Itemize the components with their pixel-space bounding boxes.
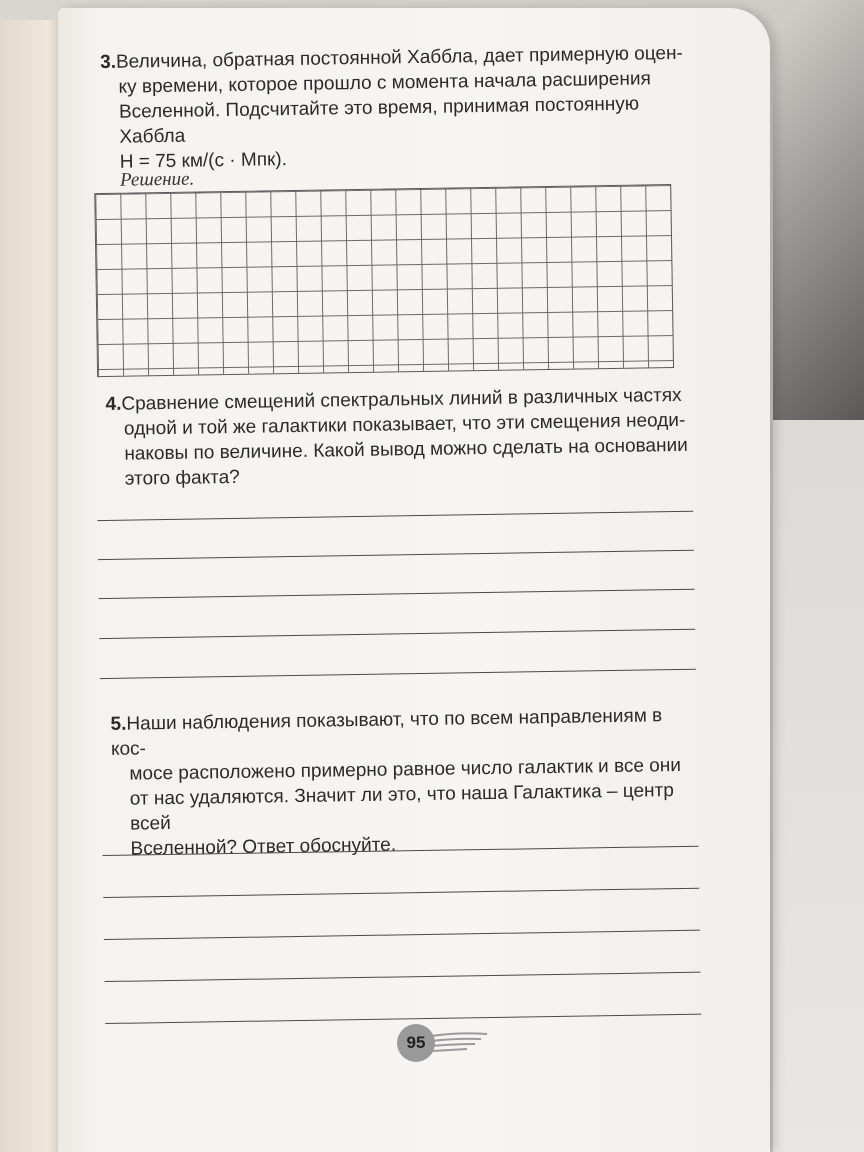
task-5-line-2: мосе расположено примерно равное число галактик и все они	[129, 754, 682, 785]
task-4	[105, 383, 694, 492]
task-3-line-2: ку времени, которое прошло с момента начала расширения	[118, 68, 651, 98]
task-3-number: 3.	[100, 51, 117, 73]
page-number-badge	[397, 1024, 435, 1062]
task-3	[100, 41, 690, 175]
task-5-number: 5.	[110, 713, 127, 735]
solution-label: Решение.	[119, 168, 195, 191]
task-5-line-3: от нас удаляются. Значит ли это, что наша Галактика – центр всей	[129, 780, 674, 835]
page-number: 95	[397, 1024, 435, 1062]
task-5-line-1: 5.Наши наблюдения показывают, что по всем направлениям в кос-	[110, 705, 663, 760]
task-4-line-3: наковы по величине. Какой вывод можно сделать на основании	[124, 434, 688, 465]
task-4-number: 4.	[105, 393, 122, 415]
task-3-line-3: Вселенной. Подсчитайте это время, принимая постоянную Хаббла	[118, 93, 640, 148]
task-5-line-4: Вселенной? Ответ обоснуйте.	[130, 834, 397, 860]
task-4-line-4: этого факта?	[124, 466, 240, 490]
task-5	[110, 703, 700, 862]
task-4-line-2: одной и той же галактики показывает, что эти смещения неоди-	[123, 409, 686, 440]
left-page-edge	[0, 20, 60, 1152]
task-3-line-4: H = 75 км/(с · Мпк).	[119, 149, 288, 173]
task-4-line-1: 4.Сравнение смещений спектральных линий в различных частях	[105, 384, 682, 415]
task-3-line-1: 3.Величина, обратная постоянной Хаббла, дает примерную оцен-	[100, 42, 683, 73]
solution-grid[interactable]	[94, 184, 674, 377]
swoosh-decoration-icon	[429, 1030, 489, 1056]
